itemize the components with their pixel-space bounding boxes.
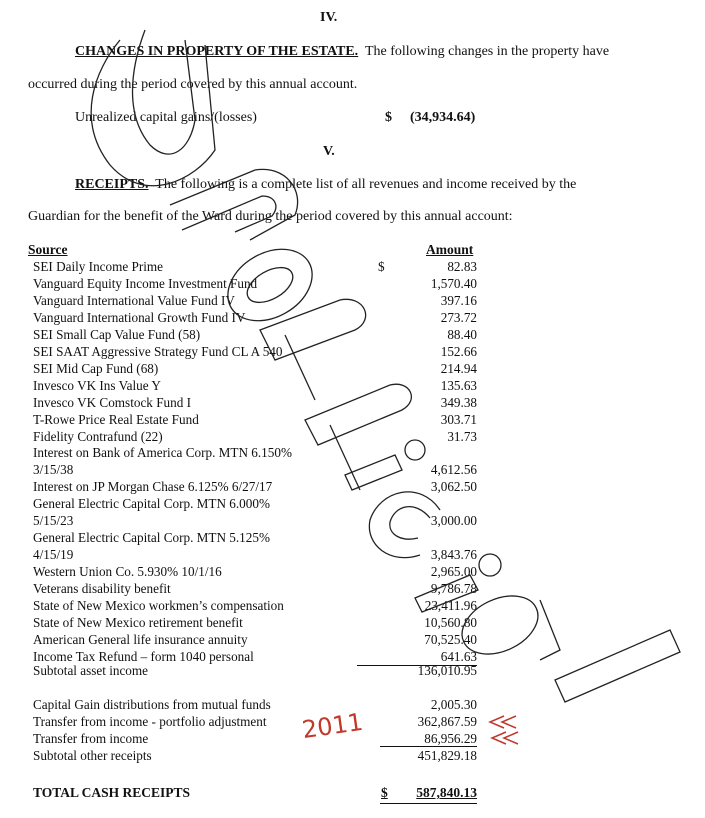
subtotal-other-label: Subtotal other receipts	[33, 748, 152, 763]
subtotal-asset-label: Subtotal asset income	[33, 663, 149, 678]
table-row-label: SEI Daily Income Prime	[33, 259, 164, 274]
table-row-label: American General life insurance annuity	[33, 631, 248, 647]
table-row-label: State of New Mexico retirement benefit	[33, 614, 243, 630]
table-row-amount: 214.94	[440, 360, 477, 376]
other-row-amount: 362,867.59	[417, 714, 477, 729]
unrealized-gains-value: (34,934.64)	[410, 110, 476, 125]
table-row-amount: 23,411.96	[424, 598, 477, 613]
section-iv-heading: CHANGES IN PROPERTY OF THE ESTATE.	[75, 44, 359, 59]
table-row-label: Invesco VK Comstock Fund I	[33, 394, 191, 410]
table-row-label: Interest on Bank of America Corp. MTN 6.150%	[33, 445, 292, 461]
table-row-label: SEI Mid Cap Fund (68)	[33, 360, 159, 376]
table-row-label-continued: 5/15/23	[33, 513, 74, 529]
table-row-amount: 4,612.56	[430, 462, 477, 478]
table-row-amount: 152.66	[440, 343, 477, 359]
subtotal-asset-value: 136,010.95	[417, 663, 477, 678]
section-iv-text2: occurred during the period covered by this annual account.	[28, 77, 358, 92]
table-row-amount: 31.73	[447, 428, 477, 444]
table-row-amount: 641.63	[357, 649, 477, 666]
table-row-amount: 135.63	[440, 377, 477, 393]
table-row-label: Interest on JP Morgan Chase 6.125% 6/27/17	[33, 479, 273, 495]
table-row-amount: 397.16	[440, 292, 477, 308]
table-row-label-continued: 4/15/19	[33, 547, 74, 563]
table-row-label: Veterans disability benefit	[33, 581, 171, 597]
table-row-amount: 10,560.80	[424, 614, 477, 630]
table-row-label: Vanguard Equity Income Investment Fund	[33, 275, 258, 291]
section-iv-paragraph-line1	[75, 44, 609, 60]
section-iv-text1: The following changes in the property have	[364, 44, 610, 59]
unrealized-gains-currency: $	[385, 110, 392, 125]
table-row-label: SEI SAAT Aggressive Strategy Fund CL A 540	[33, 343, 283, 359]
table-row-label: Western Union Co. 5.930% 10/1/16	[33, 564, 222, 580]
table-currency: $	[378, 259, 385, 274]
section-v-paragraph-line1	[75, 177, 576, 193]
total-value: 587,840.13	[416, 785, 477, 800]
column-header-amount: Amount	[426, 242, 474, 257]
table-row-label: Vanguard International Value Fund IV	[33, 292, 235, 308]
table-row-amount: 3,000.00	[430, 513, 477, 529]
handwritten-year: 2011	[300, 707, 365, 745]
table-row-amount: 1,570.40	[430, 275, 477, 291]
table-row-amount: 82.83	[447, 259, 477, 274]
unrealized-gains-label: Unrealized capital gains/(losses)	[75, 110, 257, 125]
table-row-amount: 3,062.50	[430, 479, 477, 495]
table-row-label-continued: 3/15/38	[33, 462, 74, 478]
table-row-label: State of New Mexico workmen’s compensation	[33, 598, 284, 613]
table-row-amount: 88.40	[447, 326, 477, 342]
subtotal-other-rule	[380, 746, 477, 747]
table-row-label: SEI Small Cap Value Fund (58)	[33, 326, 201, 342]
section-v-numeral: V.	[323, 144, 335, 159]
table-row-amount: 70,525.40	[424, 631, 477, 647]
table-row-label: General Electric Capital Corp. MTN 6.000%	[33, 496, 270, 512]
section-v-heading: RECEIPTS.	[75, 177, 149, 192]
section-v-text2: Guardian for the benefit of the Ward during the period covered by this annual account:	[28, 209, 513, 224]
table-row-label: Income Tax Refund – form 1040 personal	[33, 648, 254, 664]
table-row-amount: 349.38	[440, 394, 477, 410]
other-row-amount: 2,005.30	[430, 697, 477, 712]
table-row-amount: 273.72	[440, 309, 477, 325]
table-row-amount: 3,843.76	[430, 547, 477, 563]
total-label: TOTAL CASH RECEIPTS	[33, 785, 191, 800]
table-row-label: General Electric Capital Corp. MTN 5.125%	[33, 530, 270, 546]
handwritten-arrows	[484, 712, 524, 748]
total-currency: $	[381, 785, 388, 800]
total-double-rule	[380, 803, 477, 804]
table-row-amount: 2,965.00	[430, 564, 477, 580]
column-header-source: Source	[28, 242, 68, 257]
table-row-label: Vanguard International Growth Fund IV	[33, 309, 246, 325]
other-row-amount: 86,956.29	[424, 731, 477, 746]
other-row-label: Capital Gain distributions from mutual funds	[33, 697, 271, 712]
table-row-amount: 303.71	[440, 411, 477, 427]
other-row-label: Transfer from income - portfolio adjustment	[33, 714, 267, 729]
table-row-label: Fidelity Contrafund (22)	[33, 428, 163, 444]
subtotal-other-value: 451,829.18	[417, 748, 477, 763]
table-row-amount: 9,786.78	[430, 581, 477, 597]
section-iv-numeral: IV.	[320, 10, 338, 25]
table-row-label: Invesco VK Ins Value Y	[33, 377, 161, 393]
table-row-label: T-Rowe Price Real Estate Fund	[33, 411, 199, 427]
section-v-text1: The following is a complete list of all revenues and income received by the	[155, 177, 577, 192]
other-row-label: Transfer from income	[33, 731, 149, 746]
